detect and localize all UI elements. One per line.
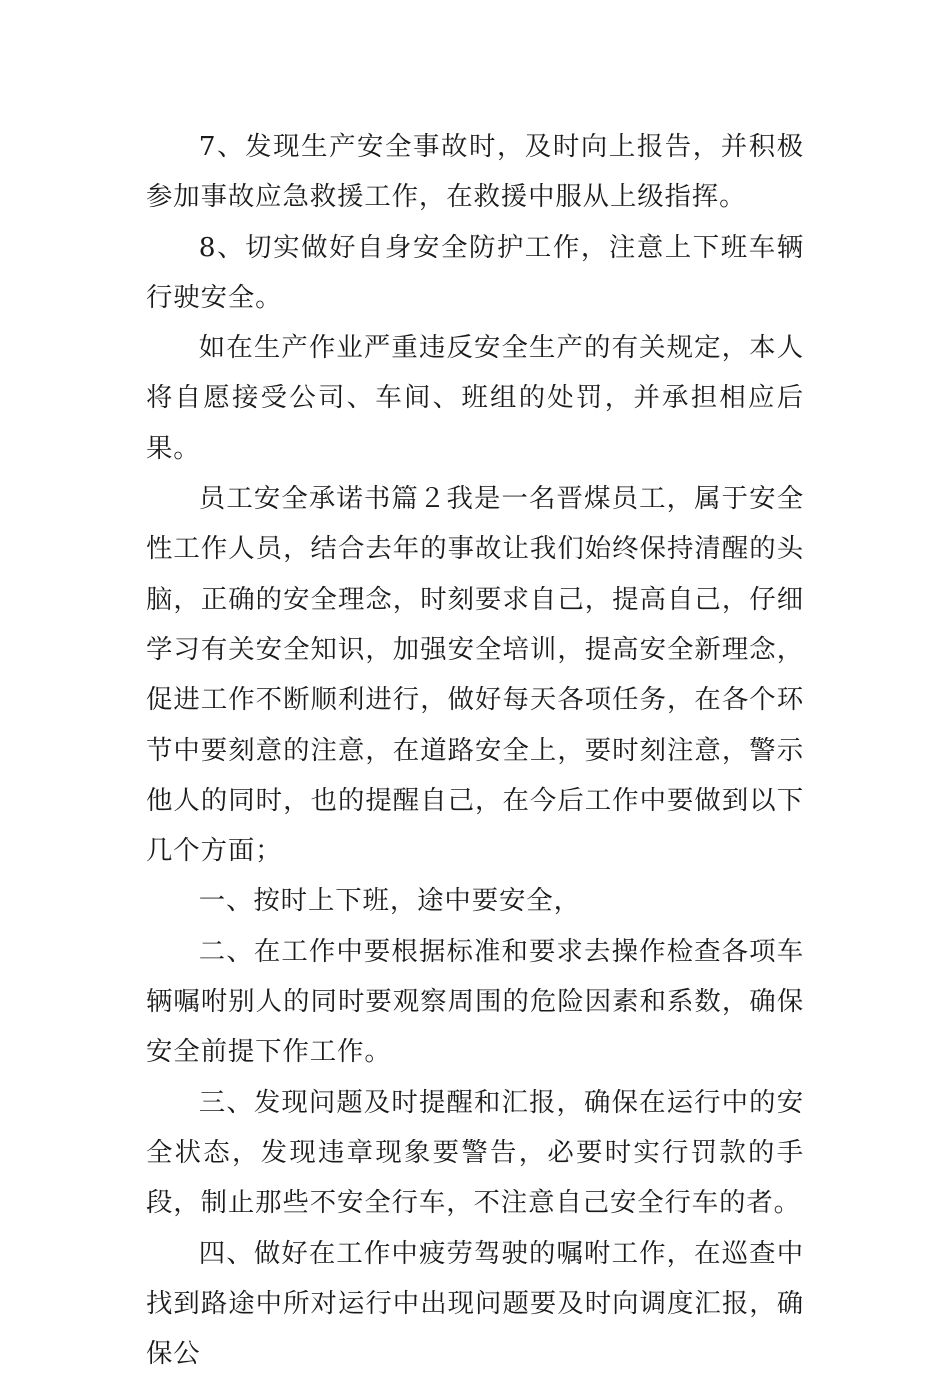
paragraph-point-1: 一、按时上下班，途中要安全，	[198, 885, 581, 917]
paragraph-point-3: 三、发现问题及时提醒和汇报，确保在运行中的安全状态，发现违章现象要警告，必要时实行罚款的手段，制止那些不安全行车，不注意自己安全行车的者。	[146, 1086, 804, 1219]
paragraph-pledge-intro: 员工安全承诺书篇２我是一名晋煤员工，属于安全性工作人员，结合去年的事故让我们始终保持清醒的头脑，正确的安全理念，时刻要求自己，提高自己，仔细学习有关安全知识，加强安全培训，提高安全新理念，促进工作不断顺利进行，做好每天各项任务，在各个环节中要刻意的注意，在道路安全上，要时刻注意，警示他人的同时，也的提醒自己，在今后工作中要做到以下几个方面；	[146, 483, 804, 867]
paragraph-point-2: 二、在工作中要根据标准和要求去操作检查各项车辆嘱咐别人的同时要观察周围的危险因素和系数，确保安全前提下作工作。	[146, 935, 804, 1068]
paragraph-item-7: 7、发现生产安全事故时，及时向上报告，并积极参加事故应急救援工作，在救援中服从上级指挥。	[146, 131, 804, 213]
paragraph-point-4: 四、做好在工作中疲劳驾驶的嘱咐工作，在巡查中找到路途中所对运行中出现问题要及时向调度汇报，确保公	[146, 1237, 804, 1370]
paragraph-item-8: 8、切实做好自身安全防护工作，注意上下班车辆行驶安全。	[146, 231, 804, 313]
paragraph-penalty-clause: 如在生产作业严重违反安全生产的有关规定，本人将自愿接受公司、车间、班组的处罚，并承担相应后果。	[146, 332, 804, 464]
document-body	[146, 122, 804, 1379]
